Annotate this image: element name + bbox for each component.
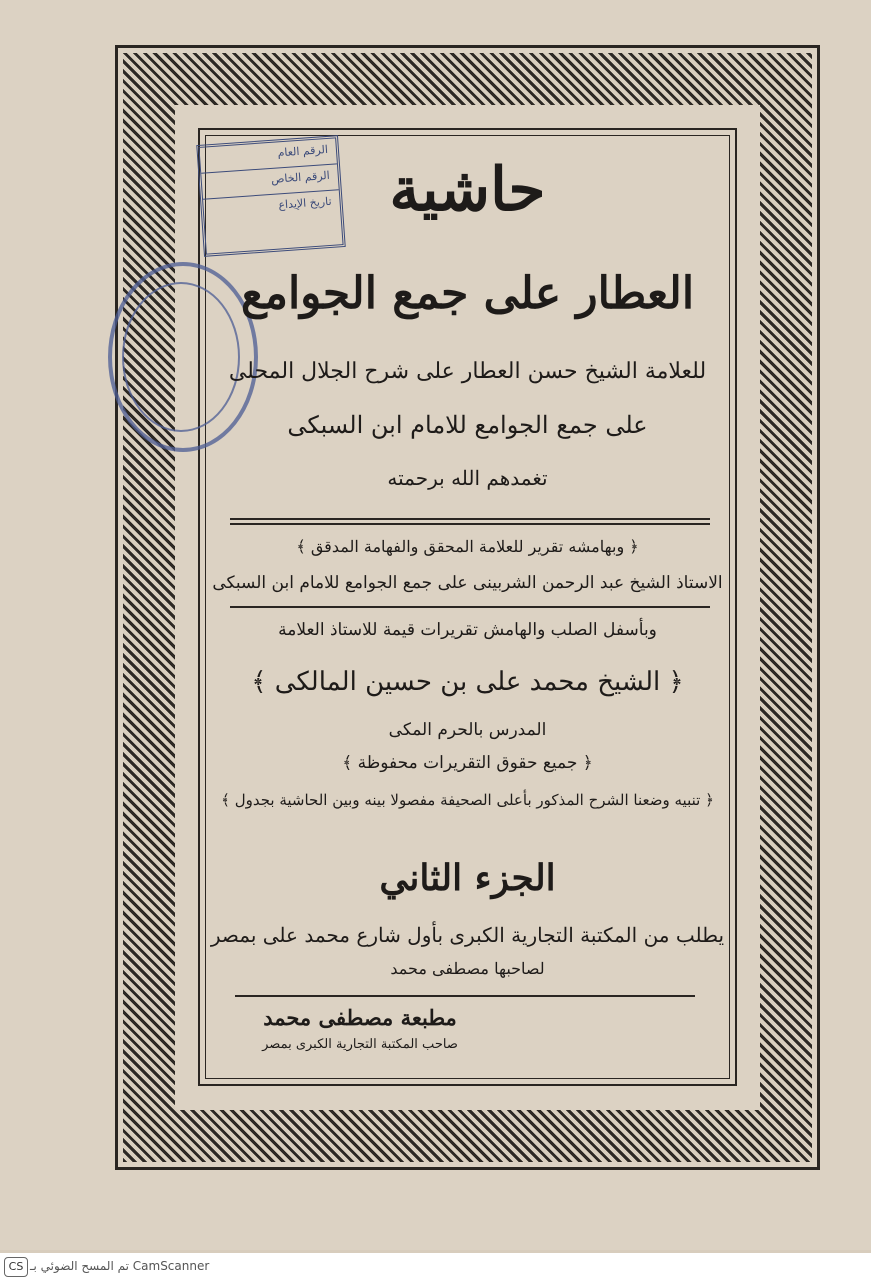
scanner-caption: تم المسح الضوئي بـ CamScanner <box>30 1259 210 1273</box>
divider-bottom <box>235 995 695 997</box>
camscanner-icon: CS <box>4 1257 28 1277</box>
divider-top <box>230 518 710 520</box>
press-owner: صاحب المكتبة التجارية الكبرى بمصر <box>262 1037 458 1052</box>
margin-line-2: الاستاذ الشيخ عبد الرحمن الشربينى على جمع الجوامع للامام ابن السبكى <box>212 573 723 593</box>
stamp-row-date: تاريخ الإيداع <box>278 194 332 212</box>
publisher-line-2: لصاحبها مصطفى محمد <box>390 959 545 978</box>
stamp-row-general: الرقم العام <box>199 138 336 173</box>
blessing-line: تغمدهم الله برحمته <box>387 466 548 490</box>
press-name: مطبعة مصطفى محمد <box>263 1005 457 1030</box>
rights-line: ﴿ جميع حقوق التقريرات محفوظة ﴾ <box>342 753 593 773</box>
bottom-line-1: وبأسفل الصلب والهامش تقريرات قيمة للاستاذ العلامة <box>278 620 657 640</box>
author-line-2: على جمع الجوامع للامام ابن السبكى <box>287 411 648 439</box>
book-subtitle: العطار على جمع الجوامع <box>240 268 695 319</box>
scanner-footer <box>0 1253 871 1280</box>
scholar-role: المدرس بالحرم المكى <box>388 720 547 740</box>
author-line-1: للعلامة الشيخ حسن العطار على شرح الجلال المحلى <box>228 359 707 384</box>
volume-label: الجزء الثاني <box>379 857 556 899</box>
divider-top-2 <box>230 523 710 525</box>
publisher-line-1: يطلب من المكتبة التجارية الكبرى بأول شارع محمد على بمصر <box>210 923 725 947</box>
margin-line-1: ﴿ وبهامشه تقرير للعلامة المحقق والفهامة المدقق ﴾ <box>296 537 639 556</box>
note-line: ﴿ تنبيه وضعنا الشرح المذكور بأعلى الصحيفة مفصولا بينه وبين الحاشية بجدول ﴾ <box>221 791 714 809</box>
book-title: حاشية <box>389 155 546 225</box>
scholar-name: ﴿ الشيخ محمد على بن حسين المالكى ﴾ <box>251 667 684 697</box>
divider-middle <box>230 606 710 608</box>
stamp-row-special: الرقم الخاص <box>201 164 338 199</box>
